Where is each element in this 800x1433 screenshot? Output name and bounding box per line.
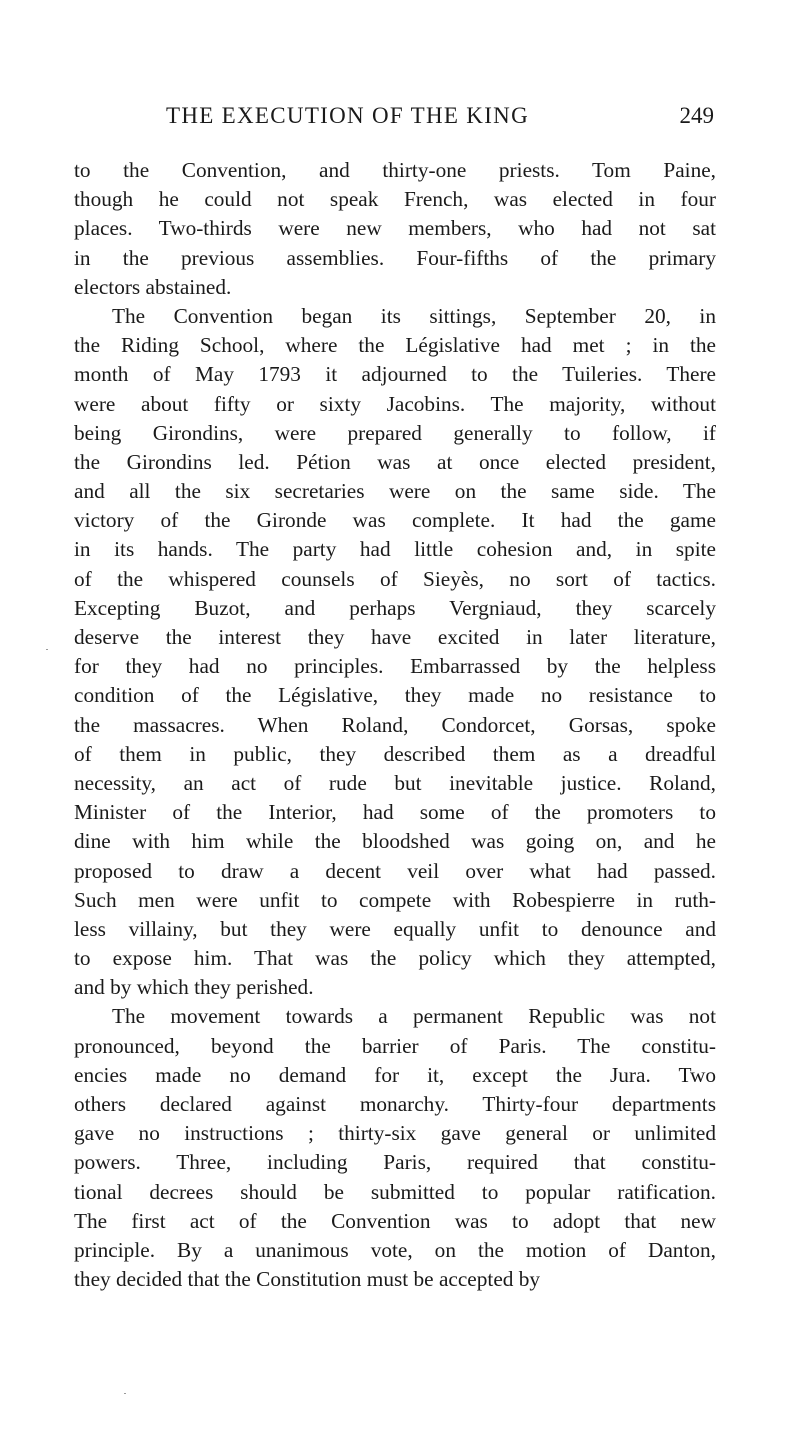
scan-speck: [124, 1393, 126, 1394]
text-line: others declared against monarchy. Thirty-four departments: [74, 1092, 716, 1116]
text-line: of the whispered counsels of Sieyès, no sort of tactics.: [74, 566, 716, 591]
text-line: and by which they perished.: [74, 975, 314, 1000]
text-line: victory of the Gironde was complete. It had the game: [74, 508, 716, 533]
text-line: The Convention began its sittings, September 20, in: [112, 303, 716, 328]
text-line: though he could not speak French, was elected in four: [74, 187, 716, 212]
running-head: [74, 100, 716, 132]
paragraph: [74, 302, 716, 1003]
page-number: 249: [679, 103, 714, 128]
scan-speck: [46, 649, 48, 650]
text-line: dine with him while the bloodshed was going on, and he: [74, 829, 716, 854]
text-line: being Girondins, were prepared generally to follow, if: [74, 420, 716, 445]
text-line: encies made no demand for it, except the Jura. Two: [74, 1062, 716, 1087]
text-line: gave no instructions ; thirty-six gave general or unlimited: [74, 1121, 716, 1146]
text-line: they decided that the Constitution must be accepted by: [74, 1267, 541, 1292]
text-line: the massacres. When Roland, Condorcet, Gorsas, spoke: [74, 712, 716, 737]
text-line: the Girondins led. Pétion was at once elected president,: [74, 449, 716, 474]
text-line: proposed to draw a decent veil over what had passed.: [74, 858, 716, 883]
text-line: and all the six secretaries were on the same side. The: [74, 479, 716, 504]
running-title: THE EXECUTION OF THE KING: [166, 103, 529, 128]
text-line: Minister of the Interior, had some of the promoters to: [74, 800, 716, 825]
text-line: The first act of the Convention was to adopt that new: [74, 1208, 716, 1233]
paragraph: [74, 1002, 716, 1294]
text-line: powers. Three, including Paris, required that constitu-: [74, 1150, 716, 1175]
body-text: [74, 156, 716, 1294]
text-line: were about fifty or sixty Jacobins. The majority, without: [74, 391, 716, 416]
text-line: electors abstained.: [74, 274, 232, 299]
text-line: Such men were unfit to compete with Robespierre in ruth-: [74, 887, 716, 912]
text-line: The movement towards a permanent Republic was not: [112, 1004, 716, 1029]
text-line: pronounced, beyond the barrier of Paris. The constitu-: [74, 1033, 716, 1058]
text-line: month of May 1793 it adjourned to the Tuileries. There: [74, 362, 716, 387]
text-line: for they had no principles. Embarrassed by the helpless: [74, 654, 716, 679]
text-line: principle. By a unanimous vote, on the motion of Danton,: [74, 1237, 716, 1262]
paragraph: [74, 156, 716, 302]
text-line: in the previous assemblies. Four-fifths of the primary: [74, 245, 716, 270]
text-line: less villainy, but they were equally unfit to denounce and: [74, 916, 716, 941]
text-line: of them in public, they described them as a dreadful: [74, 741, 716, 766]
text-line: to expose him. That was the policy which they attempted,: [74, 946, 716, 971]
text-line: deserve the interest they have excited in later literature,: [74, 625, 716, 649]
text-line: Excepting Buzot, and perhaps Vergniaud, they scarcely: [74, 595, 716, 620]
text-line: in its hands. The party had little cohesion and, in spite: [74, 537, 716, 562]
text-line: places. Two-thirds were new members, who had not sat: [74, 216, 716, 241]
text-line: condition of the Législative, they made no resistance to: [74, 683, 716, 708]
text-line: necessity, an act of rude but inevitable justice. Roland,: [74, 770, 716, 795]
text-line: the Riding School, where the Législative had met ; in the: [74, 333, 716, 358]
text-line: tional decrees should be submitted to popular ratification.: [74, 1179, 716, 1204]
text-line: to the Convention, and thirty-one priests. Tom Paine,: [74, 158, 716, 182]
